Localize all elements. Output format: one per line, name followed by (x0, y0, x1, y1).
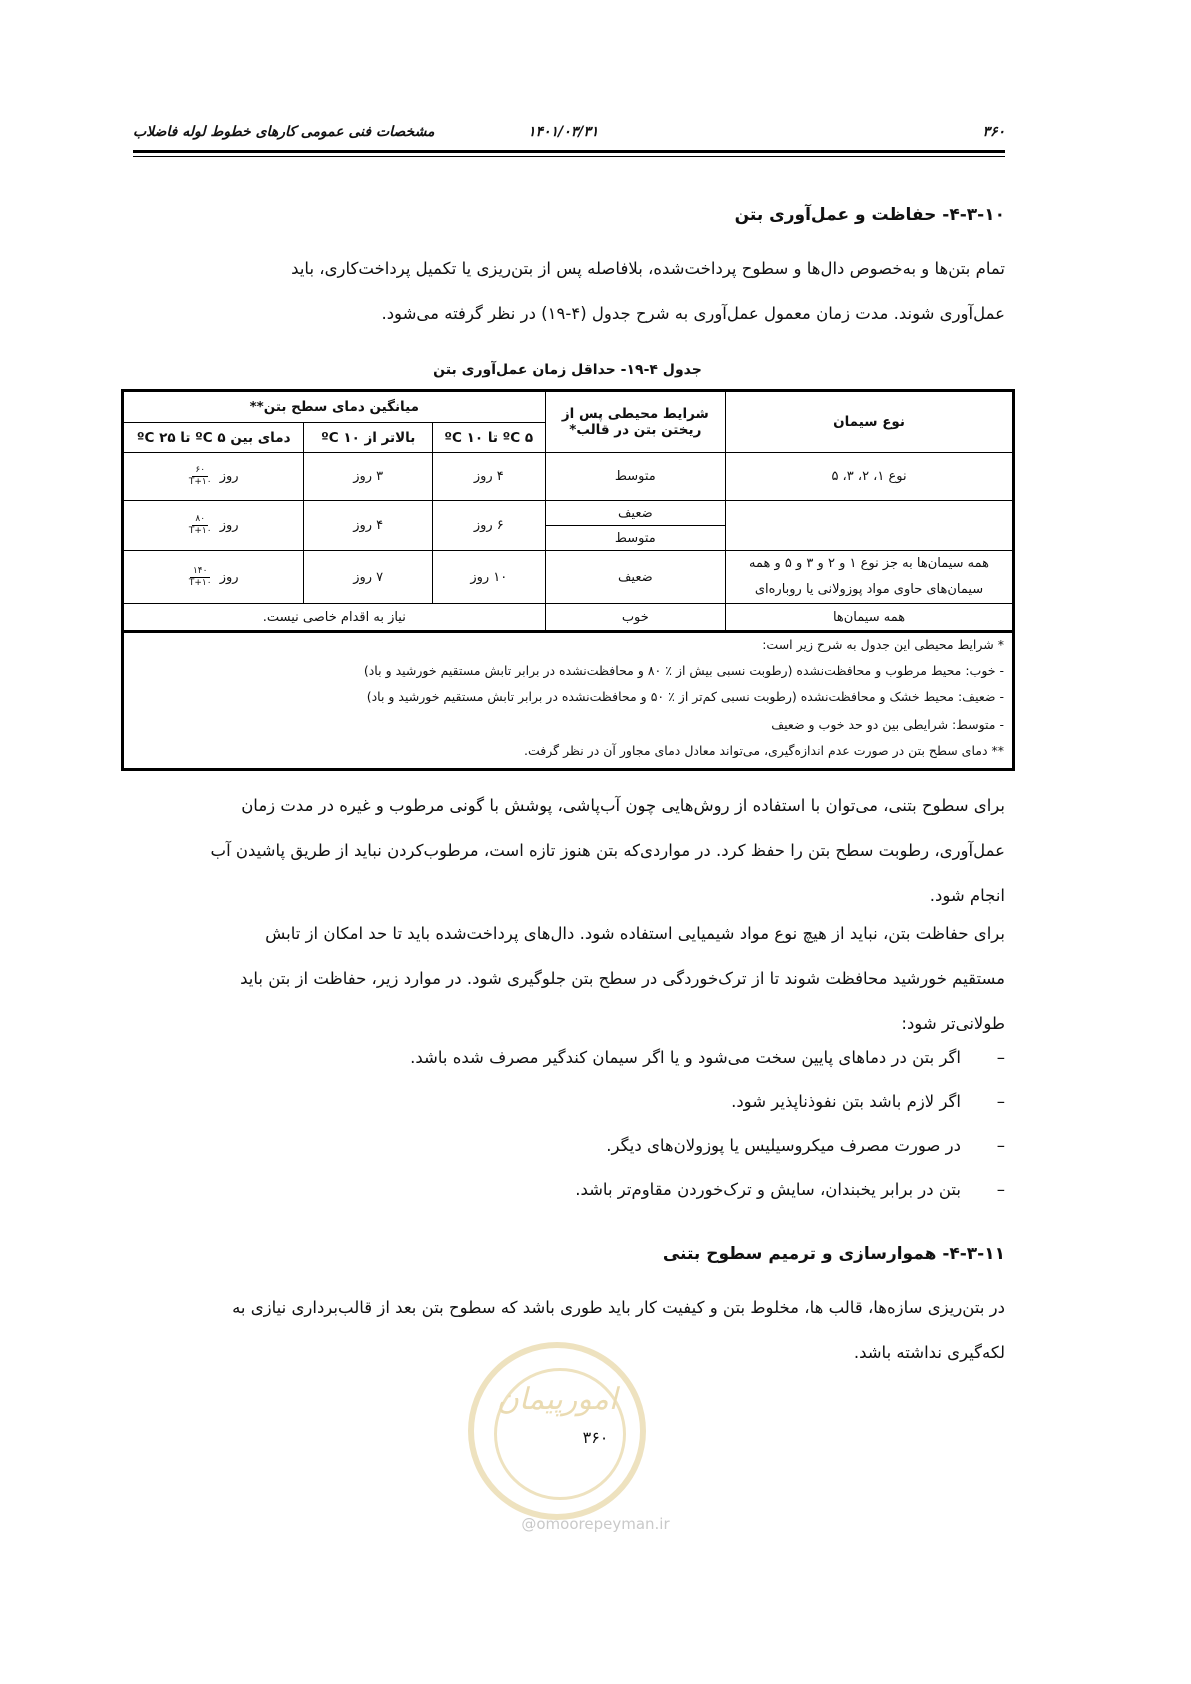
section1-paragraph (133, 246, 1005, 336)
env-cell: ضعیف (545, 501, 725, 526)
note-line: - خوب: محیط مرطوب و محافظت‌نشده (رطوبت نسبی بیش از ٪ ۸۰ و محافظت‌نشده در برابر تابش مستقیم خورشید و باد) (363, 663, 1004, 678)
days-cell: ۱۰ روز (432, 551, 545, 604)
formula-fraction (189, 465, 212, 488)
table-notes (121, 627, 1015, 771)
subheader-5-25: دمای بین ۵ ºC تا ۲۵ ºC (123, 423, 304, 453)
paragraph-line: برای سطوح بتنی، می‌توان با استفاده از روش‌هایی چون آب‌پاشی، پوشش با گونی مرطوب و غیره در مدت زمان (241, 796, 1005, 815)
paragraph-line: عمل‌آوری، رطوبت سطح بتن را حفظ کرد. در مواردی‌که بتن هنوز تازه است، مرطوب‌کردن نباید از طریق پاشیدن آب (210, 841, 1005, 860)
header-cement-type: نوع سیمان (726, 391, 1014, 453)
days-cell: ۴ روز (304, 501, 433, 551)
cement-group-1: نوع ۱، ۲، ۳، ۵ (726, 453, 1014, 501)
cement-group-2 (726, 551, 1014, 604)
list-item (731, 1092, 1005, 1111)
header-environment-line2: ریختن بتن در قالب* (569, 422, 702, 438)
cement-group-1-continued (726, 501, 1014, 551)
paragraph-line: در بتن‌ریزی سازه‌ها، قالب ها، مخلوط بتن و کیفیت کار باید طوری باشد که سطوح بتن بعد از قالب‌برداری نیازی به (232, 1298, 1005, 1317)
formula-unit: روز (219, 518, 239, 533)
bullet-dash: – (996, 1180, 1005, 1199)
bullet-text: اگر بتن در دماهای پایین سخت می‌شود و یا اگر سیمان کندگیر مصرف شده باشد. (410, 1048, 961, 1067)
note-line: * شرایط محیطی این جدول به شرح زیر است: (762, 637, 1004, 652)
note-line: - متوسط: شرایطی بین دو حد خوب و ضعیف (771, 717, 1004, 732)
formula-unit: روز (219, 569, 239, 585)
footer-page-number: ۳۶۰ (582, 1428, 609, 1447)
subheader-above-10: بالاتر از ۱۰ ºC (304, 423, 433, 453)
days-cell: ۶ روز (432, 501, 545, 551)
table-row (123, 551, 1014, 604)
env-cell: ضعیف (545, 551, 725, 604)
table-caption: جدول ۴-۱۹- حداقل زمان عمل‌آوری بتن (433, 362, 702, 378)
footer-url: @omoorepeyman.ir (521, 1515, 670, 1533)
env-cell: خوب (545, 604, 725, 632)
list-item (410, 1048, 1005, 1067)
fraction-numerator: ۶۰ (192, 465, 208, 477)
paragraph-line: مستقیم خورشید محافظت شوند تا از ترک‌خوردگی در سطح بتن جلوگیری شود. در موارد زیر، حفاظت از بتن باید (240, 969, 1005, 988)
note-line: ** دمای سطح بتن در صورت عدم اندازه‌گیری، می‌تواند معادل دمای مجاور آن در نظر گرفت. (524, 743, 1004, 758)
paragraph-moisture (133, 783, 1005, 918)
formula-cell (123, 501, 304, 551)
header-avg-temp: میانگین دمای سطح بتن** (123, 391, 546, 423)
section-heading-curing: ۴-۳-۱۰- حفاظت و عمل‌آوری بتن (734, 205, 1005, 225)
header-rule-thin (133, 156, 1005, 157)
header-title: مشخصات فنی عمومی کارهای خطوط لوله فاضلاب (133, 124, 435, 140)
bullet-text: اگر لازم باشد بتن نفوذناپذیر شود. (731, 1092, 961, 1111)
fraction-numerator: ۱۴۰ (190, 566, 211, 578)
paragraph-protection (133, 911, 1005, 1046)
bullet-text: در صورت مصرف میکروسیلیس یا پوزولان‌های دیگر. (606, 1136, 961, 1155)
header-date: ۱۴۰۱/۰۳/۳۱ (528, 124, 599, 140)
bullet-dash: – (996, 1136, 1005, 1155)
env-cell: متوسط (545, 526, 725, 551)
formula-fraction (189, 566, 212, 589)
list-item (575, 1180, 1005, 1199)
header-environment-line1: شرایط محیطی پس از (561, 406, 709, 422)
bullet-dash: – (996, 1048, 1005, 1067)
cement-group-2-line2: سیمان‌های حاوی مواد پوزولانی یا روباره‌ای (754, 582, 984, 597)
header-page-number: ۳۶۰ (982, 124, 1005, 140)
paragraph-line: لکه‌گیری نداشته باشد. (853, 1343, 1005, 1362)
days-cell: ۷ روز (304, 551, 433, 604)
bullet-text: بتن در برابر یخبندان، سایش و ترک‌خوردن مقاوم‌تر باشد. (575, 1180, 961, 1199)
formula-cell (123, 551, 304, 604)
section-heading-finishing: ۴-۳-۱۱- هموارسازی و ترمیم سطوح بتنی (662, 1244, 1005, 1264)
days-cell: ۴ روز (432, 453, 545, 501)
table-row (123, 453, 1014, 501)
paragraph-line: طولانی‌تر شود: (901, 1014, 1005, 1033)
seal-text: امورپیمان (496, 1382, 618, 1417)
header-rule-thick (133, 150, 1005, 153)
fraction-denominator: T+۱۰ (188, 577, 212, 588)
curing-time-table (121, 389, 1015, 633)
no-action-cell: نیاز به اقدام خاصی نیست. (123, 604, 546, 632)
env-cell: متوسط (545, 453, 725, 501)
note-line: - ضعیف: محیط خشک و محافظت‌نشده (رطوبت نسبی کم‌تر از ٪ ۵۰ و محافظت‌نشده در برابر تابش مستقیم خورشید و باد) (366, 689, 1004, 704)
page-header (133, 120, 1005, 146)
formula-cell (123, 453, 304, 501)
cement-group-3: همه سیمان‌ها (726, 604, 1014, 632)
header-environment (545, 391, 725, 453)
formula-fraction (189, 514, 212, 537)
paragraph-line: انجام شود. (929, 886, 1005, 905)
fraction-numerator: ۸۰ (192, 514, 208, 526)
cement-group-2-line1: همه سیمان‌ها به جز نوع ۱ و ۲ و ۳ و ۵ و همه (749, 556, 990, 571)
fraction-denominator: T+۱۰ (188, 526, 212, 536)
subheader-5-10: ۵ ºC تا ۱۰ ºC (432, 423, 545, 453)
fraction-denominator: T+۱۰ (188, 477, 212, 487)
paragraph-line: عمل‌آوری شوند. مدت زمان معمول عمل‌آوری به شرح جدول (۴-۱۹) در نظر گرفته می‌شود. (381, 304, 1005, 323)
bullet-dash: – (996, 1092, 1005, 1111)
paragraph-line: تمام بتن‌ها و به‌خصوص دال‌ها و سطوح پرداخت‌شده، بلافاصله پس از بتن‌ریزی یا تکمیل پرداخت‌کاری، باید (291, 259, 1005, 278)
list-item (606, 1136, 1005, 1155)
days-cell: ۳ روز (304, 453, 433, 501)
formula-unit: روز (219, 469, 239, 484)
table-row (123, 501, 1014, 526)
paragraph-line: برای حفاظت بتن، نباید از هیچ نوع مواد شیمیایی استفاده شود. دال‌های پرداخت‌شده باید تا حد امکان از تابش (265, 924, 1005, 943)
